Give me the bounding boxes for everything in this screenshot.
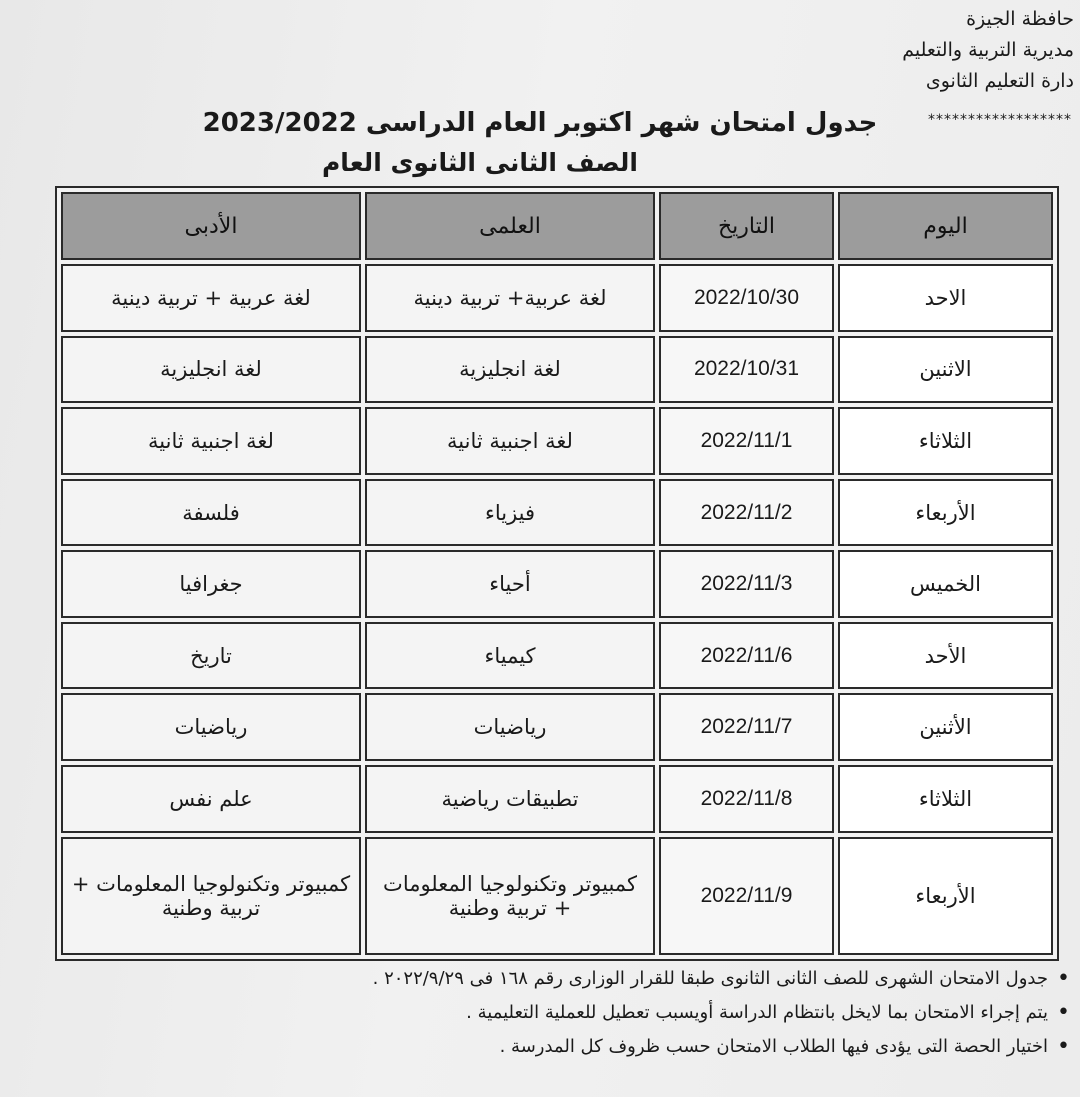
- literary-subject-cell: لغة انجليزية: [61, 336, 361, 404]
- date-cell: 2022/11/6: [659, 622, 834, 690]
- note-item: • جدول الامتحان الشهرى للصف الثانى الثانوى طبقا للقرار الوزارى رقم ١٦٨ فى ٢٠٢٢/٩/٢٩ .: [10, 962, 1070, 996]
- date-cell: 2022/11/3: [659, 550, 834, 618]
- day-cell: الخميس: [838, 550, 1053, 618]
- day-cell: الأحد: [838, 622, 1053, 690]
- governorate-line: حافظة الجيزة: [966, 8, 1074, 30]
- date-cell: 2022/11/8: [659, 765, 834, 833]
- science-subject-cell: لغة اجنبية ثانية: [365, 407, 655, 475]
- table-row: [61, 622, 1053, 690]
- literary-subject-cell: رياضيات: [61, 693, 361, 761]
- literary-subject-cell: لغة اجنبية ثانية: [61, 407, 361, 475]
- date-cell: 2022/11/9: [659, 837, 834, 955]
- science-subject-cell: كيمياء: [365, 622, 655, 690]
- header-literary: الأدبى: [61, 192, 361, 260]
- date-cell: 2022/10/30: [659, 264, 834, 332]
- day-cell: الأربعاء: [838, 479, 1053, 547]
- table-row: [61, 693, 1053, 761]
- day-cell: الأربعاء: [838, 837, 1053, 955]
- day-cell: الثلاثاء: [838, 765, 1053, 833]
- header-day: اليوم: [838, 192, 1053, 260]
- date-cell: 2022/11/2: [659, 479, 834, 547]
- table-header-row: [61, 192, 1053, 260]
- science-subject-cell: لغة انجليزية: [365, 336, 655, 404]
- page-subtitle: الصف الثانى الثانوى العام: [321, 148, 638, 177]
- note-item: • يتم إجراء الامتحان بما لايخل بانتظام الدراسة أويسبب تعطيل للعملية التعليمية .: [10, 996, 1070, 1030]
- science-subject-cell: فيزياء: [365, 479, 655, 547]
- table-row: [61, 407, 1053, 475]
- table-row: [61, 765, 1053, 833]
- science-subject-cell: رياضيات: [365, 693, 655, 761]
- exam-schedule-table: [55, 186, 1059, 961]
- literary-subject-cell: كمبيوتر وتكنولوجيا المعلومات + تربية وطنية: [61, 837, 361, 955]
- note-item: • اختيار الحصة التى يؤدى فيها الطلاب الامتحان حسب ظروف كل المدرسة .: [10, 1030, 1070, 1064]
- literary-subject-cell: لغة عربية + تربية دينية: [61, 264, 361, 332]
- date-cell: 2022/11/1: [659, 407, 834, 475]
- page-title: جدول امتحان شهر اكتوبر العام الدراسى 2023/2022: [202, 108, 878, 138]
- date-cell: 2022/10/31: [659, 336, 834, 404]
- table-row: [61, 837, 1053, 955]
- day-cell: الاحد: [838, 264, 1053, 332]
- literary-subject-cell: تاريخ: [61, 622, 361, 690]
- ministry-header: [902, 4, 1074, 97]
- notes-list: [10, 962, 1070, 1064]
- science-subject-cell: أحياء: [365, 550, 655, 618]
- day-cell: الاثنين: [838, 336, 1053, 404]
- science-subject-cell: كمبيوتر وتكنولوجيا المعلومات + تربية وطنية: [365, 837, 655, 955]
- header-date: التاريخ: [659, 192, 834, 260]
- table-row: [61, 550, 1053, 618]
- department-line: دارة التعليم الثانوى: [925, 70, 1074, 92]
- day-cell: الأثنين: [838, 693, 1053, 761]
- header-separator: ******************: [928, 112, 1072, 128]
- science-subject-cell: تطبيقات رياضية: [365, 765, 655, 833]
- header-science: العلمى: [365, 192, 655, 260]
- table-row: [61, 264, 1053, 332]
- date-cell: 2022/11/7: [659, 693, 834, 761]
- table-body: [61, 264, 1053, 955]
- literary-subject-cell: علم نفس: [61, 765, 361, 833]
- literary-subject-cell: جغرافيا: [61, 550, 361, 618]
- table-row: [61, 479, 1053, 547]
- day-cell: الثلاثاء: [838, 407, 1053, 475]
- directorate-line: مديرية التربية والتعليم: [902, 39, 1074, 61]
- literary-subject-cell: فلسفة: [61, 479, 361, 547]
- table-row: [61, 336, 1053, 404]
- science-subject-cell: لغة عربية+ تربية دينية: [365, 264, 655, 332]
